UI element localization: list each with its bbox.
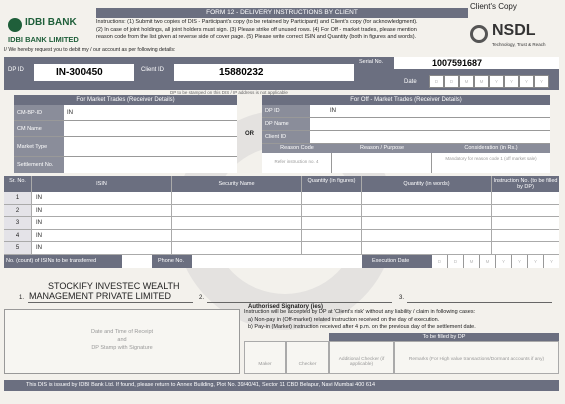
row-isin[interactable]: IN (32, 205, 172, 217)
row-sr: 1 (4, 192, 32, 204)
off-client-id-field[interactable] (310, 131, 550, 143)
dp-use-box (244, 333, 559, 374)
sig-num-2: 2. (199, 295, 205, 301)
row-isin[interactable]: IN (32, 230, 172, 242)
row-qty-words[interactable] (362, 205, 492, 217)
instruction-line: (2) In case of joint holdings, all joint holders must sign. (3) Please strike off unused rows. (4) For Off - market trades, please mention (96, 26, 417, 33)
receipt-line1: Date and Time of Receipt (90, 329, 154, 335)
nsdl-emblem-icon (470, 25, 488, 43)
off-dp-name-label: DP Name (262, 118, 310, 130)
sig-num-1: 1. (19, 295, 25, 301)
authorised-signatory-label: Authorised Signatory (ies) (248, 304, 324, 310)
row-security[interactable] (172, 205, 302, 217)
cm-name-label: CM Name (14, 121, 64, 136)
consideration-label: Consideration (in Rs.) (464, 145, 518, 151)
consideration-note: Mandatory for reason code 1 (off market sale) (445, 156, 537, 161)
row-instruction[interactable] (492, 205, 559, 217)
nsdl-tagline: Technology, Trust & Reach (492, 42, 546, 47)
row-qty-words[interactable] (362, 230, 492, 242)
filled-by-dp-title: To be filled by DP (329, 333, 559, 341)
reason-code-note: Refer instruction no. 4 (274, 159, 319, 164)
market-trades-section (14, 95, 237, 175)
client-id-value: 15880232 (174, 64, 354, 81)
table-row (4, 242, 559, 255)
consideration-field[interactable] (432, 153, 550, 173)
exec-date-box[interactable]: D (448, 255, 464, 268)
row-qty-words[interactable] (362, 192, 492, 204)
off-dp-id-field[interactable] (310, 105, 550, 117)
instruction-line: Instructions: (1) Submit two copies of DIS - Participant's copy (to be retained by Participant) and Client's copy (for acknowledgment). (96, 19, 418, 25)
row-security[interactable] (172, 242, 302, 254)
header-qty-figures: Quantity (in figures) (302, 176, 362, 192)
row-qty-figures[interactable] (302, 217, 362, 229)
row-security[interactable] (172, 192, 302, 204)
exec-date-label: Execution Date (372, 257, 410, 264)
off-dp-id-prefix: IN (330, 108, 336, 114)
dp-receipt-box[interactable] (4, 309, 240, 374)
exec-date-box[interactable]: D (432, 255, 448, 268)
header-instruction-no: Instruction No. (to be filled by DP) (493, 178, 558, 190)
row-qty-words[interactable] (362, 217, 492, 229)
row-instruction[interactable] (492, 230, 559, 242)
table-row (4, 192, 559, 205)
date-box[interactable]: Y (504, 75, 519, 88)
dp-id-label: DP ID (8, 67, 24, 73)
row-isin[interactable]: IN (32, 242, 172, 254)
date-label: Date (404, 79, 417, 85)
copy-label: Client's Copy (470, 2, 517, 11)
row-qty-figures[interactable] (302, 205, 362, 217)
row-sr: 2 (4, 205, 32, 217)
row-sr: 4 (4, 230, 32, 242)
row-security[interactable] (172, 217, 302, 229)
exec-date-box[interactable]: Y (544, 255, 559, 268)
exec-date-box[interactable]: Y (512, 255, 528, 268)
count-field[interactable] (122, 255, 152, 268)
settlement-field[interactable] (64, 157, 237, 173)
table-row (4, 205, 559, 218)
row-qty-figures[interactable] (302, 192, 362, 204)
request-text: I/ We hereby request you to debit my / our account as per following details: (4, 47, 176, 53)
count-strip (4, 255, 559, 268)
signature-line-1[interactable] (28, 302, 193, 303)
date-box[interactable]: M (474, 75, 489, 88)
row-instruction[interactable] (492, 217, 559, 229)
date-box[interactable]: Y (489, 75, 504, 88)
settlement-label: Settlement No. (14, 157, 64, 173)
instructions (96, 19, 468, 42)
count-label: No. (count) of ISINs to be transferred (6, 257, 97, 264)
row-instruction[interactable] (492, 192, 559, 204)
exec-date-box[interactable]: Y (496, 255, 512, 268)
idbi-logo (8, 15, 92, 47)
off-client-id-label: Client ID (262, 131, 310, 143)
acceptance-a: a) Non-pay in (Off-market) related instruction received on the day of execution. (248, 316, 440, 323)
reason-code-field[interactable] (262, 153, 332, 173)
securities-table (4, 176, 559, 268)
acceptance-intro: Instruction will be accepted by DP at 'Client's risk' without any liability / claim in following cases: (244, 309, 476, 315)
nsdl-name: NSDL (492, 22, 536, 39)
account-strip (4, 57, 559, 90)
remarks-field[interactable] (394, 341, 559, 374)
serial-value: 1007591687 (394, 57, 559, 69)
row-qty-words[interactable] (362, 242, 492, 254)
cm-bp-id-label: CM-BP-ID (14, 105, 64, 120)
date-box[interactable]: Y (534, 75, 549, 88)
table-row (4, 217, 559, 230)
sig-num-3: 3. (399, 295, 405, 301)
reason-code-label: Reason Code (280, 145, 314, 151)
additional-checker-label: Additional Checker (if applicable) (338, 357, 385, 367)
date-box[interactable]: M (459, 75, 474, 88)
exec-date-box[interactable]: M (480, 255, 496, 268)
date-box[interactable]: D (429, 75, 444, 88)
table-row (4, 230, 559, 243)
form-title: FORM 12 - DELIVERY INSTRUCTIONS BY CLIENT (96, 8, 468, 18)
exec-date-boxes (432, 255, 559, 268)
exec-date-box[interactable]: Y (528, 255, 544, 268)
off-market-title: For Off - Market Trades (Receiver Details) (262, 95, 550, 105)
header-isin: ISIN (32, 176, 172, 192)
signature-line-2[interactable] (207, 302, 392, 303)
cm-name-field[interactable] (64, 121, 237, 136)
off-dp-name-field[interactable] (310, 118, 550, 130)
row-isin[interactable]: IN (32, 192, 172, 204)
date-box[interactable]: D (444, 75, 459, 88)
row-sr: 3 (4, 217, 32, 229)
acceptance-b: b) Pay-in (Market) instruction received after 4 p.m. on the previous day of the settlement date. (248, 324, 476, 331)
instruction-line: reason code from the list given at reverse side of cover page. (5) Please write correct ISIN and Quantity (both in figures and words). (96, 34, 417, 41)
checker-field[interactable] (286, 341, 329, 374)
header-qty-words: Quantity (in words) (362, 176, 492, 192)
receipt-line2: and (117, 337, 127, 343)
phone-field[interactable] (192, 255, 362, 268)
footer-text: This DIS is issued by IDBI Bank Ltd. If found, please return to Annex Building, Plot No. 39/40/41, Sector 11 CBD Belapur, Navi Mumbai 400 614 (26, 382, 376, 388)
maker-field[interactable] (244, 341, 286, 374)
idbi-bank-full-name: IDBI BANK LIMITED (8, 35, 79, 44)
idbi-emblem-icon (8, 18, 22, 32)
holder-name-line1: STOCKIFY INVESTEC WEALTH (48, 281, 180, 291)
maker-label: Maker (258, 362, 272, 367)
market-type-field[interactable] (64, 137, 237, 156)
form-header (0, 0, 565, 60)
header-sr-no: Sr. No. (4, 176, 32, 192)
date-box[interactable]: Y (519, 75, 534, 88)
market-trades-title: For Market Trades (Receiver Details) (14, 95, 237, 105)
row-instruction[interactable] (492, 242, 559, 254)
or-label: OR (245, 131, 254, 137)
checker-label: Checker (298, 362, 317, 367)
row-isin[interactable]: IN (32, 217, 172, 229)
footer-strip (4, 380, 559, 391)
reason-purpose-label: Reason / Purpose (359, 145, 405, 151)
row-security[interactable] (172, 230, 302, 242)
row-qty-figures[interactable] (302, 230, 362, 242)
acceptance-terms (244, 309, 559, 332)
date-boxes (429, 75, 549, 88)
exec-date-box[interactable]: M (464, 255, 480, 268)
off-dp-id-label: DP ID (262, 105, 310, 117)
row-qty-figures[interactable] (302, 242, 362, 254)
row-sr: 5 (4, 242, 32, 254)
nsdl-logo (470, 20, 560, 52)
remarks-label: Remarks (For High value transactions/Dormant accounts if any) (408, 357, 545, 362)
receipt-line3: DP Stamp with Signature (91, 345, 153, 351)
table-header (4, 176, 559, 192)
off-market-section (262, 95, 550, 175)
serial-label: Serial No. (359, 59, 384, 65)
cm-bp-id-field[interactable] (64, 105, 237, 120)
reason-purpose-field[interactable] (332, 153, 432, 173)
cm-bp-id-prefix: IN (67, 110, 73, 116)
dp-note: DP to be stamped on this DIS / IP address is not applicable (170, 90, 288, 95)
holder-name-line2: MANAGEMENT PRIVATE LIMITED (29, 291, 172, 301)
phone-label: Phone No. (158, 257, 184, 264)
signature-section (4, 275, 559, 310)
header-security-name: Security Name (172, 176, 302, 192)
dp-id-value: IN-300450 (34, 64, 134, 81)
additional-checker-field[interactable] (329, 341, 394, 374)
market-type-label: Market Type (14, 137, 64, 156)
client-id-label: Client ID (141, 67, 165, 73)
signature-line-3[interactable] (407, 302, 552, 303)
idbi-bank-name: IDBI BANK (25, 17, 77, 28)
